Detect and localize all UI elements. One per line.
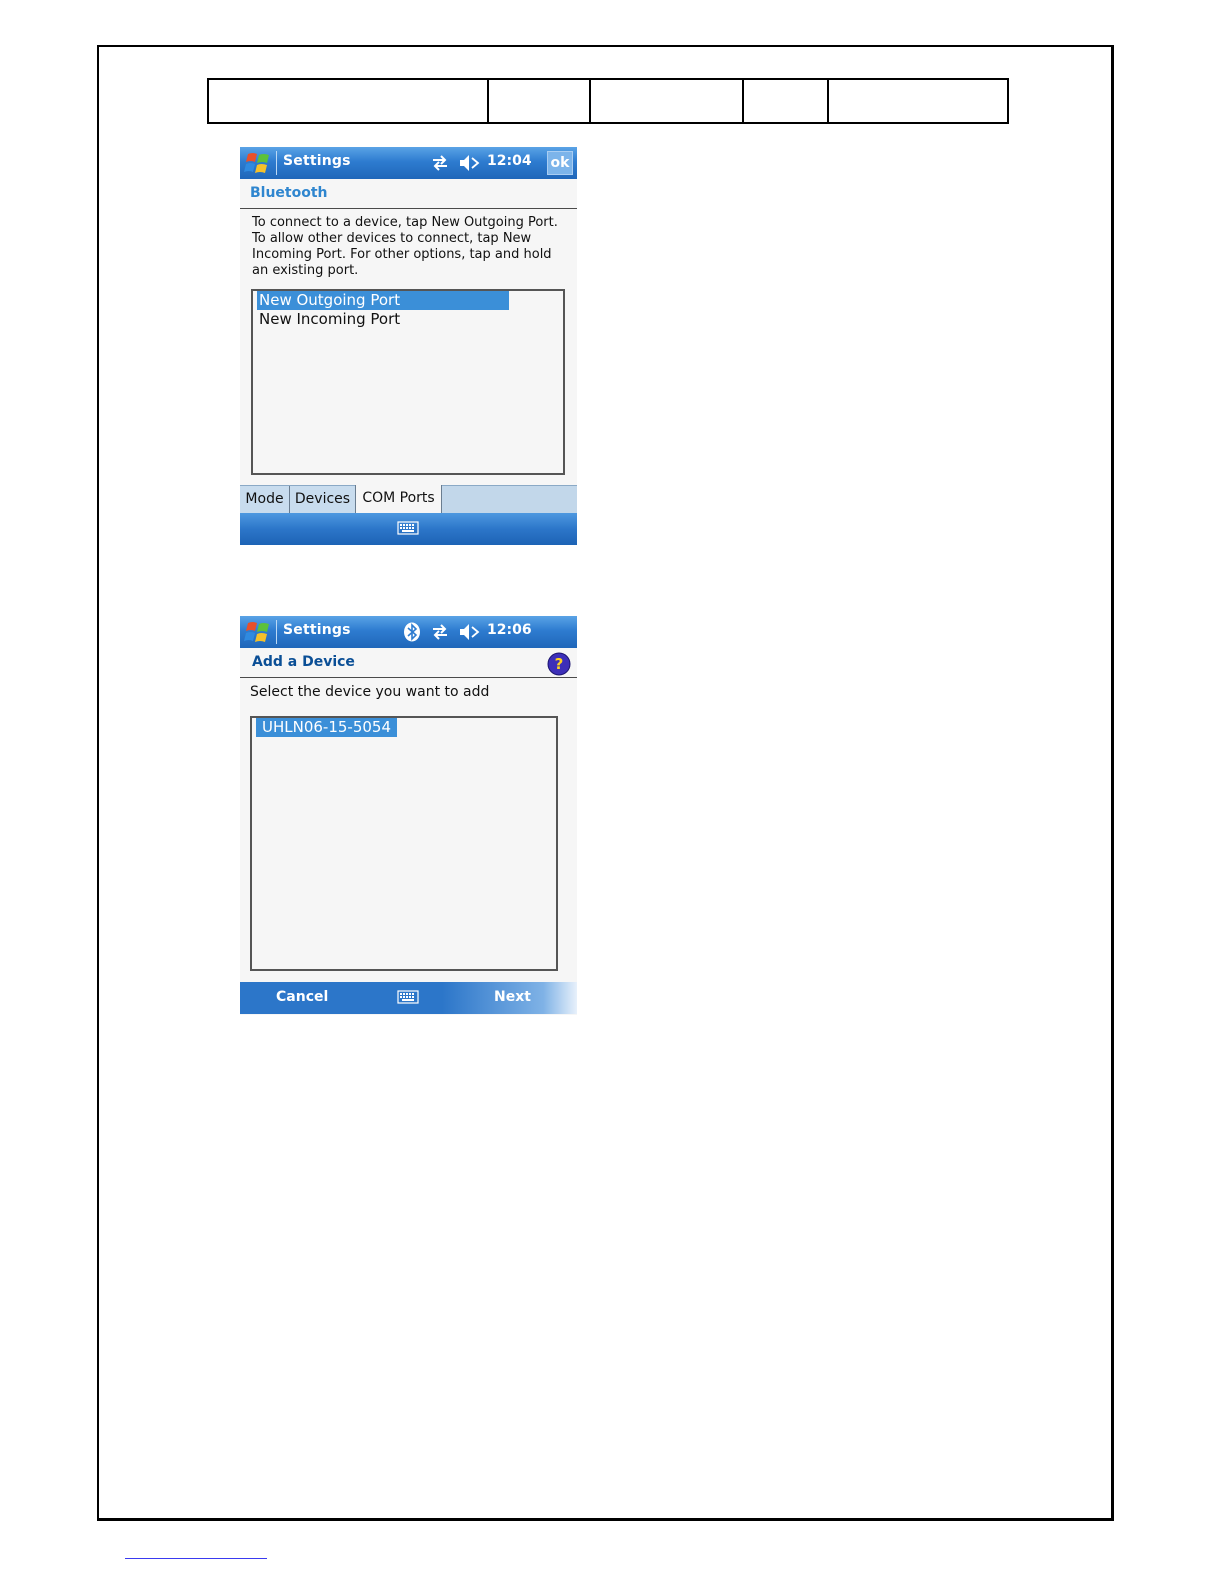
tab-strip: [240, 485, 577, 514]
header-cell: [590, 79, 743, 123]
windows-start-icon[interactable]: [244, 150, 272, 176]
section-title: Bluetooth: [250, 185, 328, 201]
title-separator: [276, 151, 277, 175]
bluetooth-icon[interactable]: [401, 622, 423, 642]
speaker-muted-icon[interactable]: [458, 622, 480, 642]
next-button[interactable]: Next: [494, 989, 531, 1005]
instructions-text: Select the device you want to add: [250, 684, 490, 700]
connectivity-icon[interactable]: [429, 153, 451, 173]
cancel-button[interactable]: Cancel: [276, 989, 329, 1005]
title-bar: [240, 616, 577, 648]
tab-devices[interactable]: Devices: [290, 486, 356, 513]
tab-com-ports[interactable]: COM Ports: [355, 485, 442, 514]
menu-bar: [240, 982, 577, 1014]
header-cell: [208, 79, 488, 123]
title-bar: [240, 147, 577, 179]
port-list[interactable]: [251, 289, 565, 475]
menu-bar: [240, 513, 577, 545]
keyboard-icon[interactable]: [397, 989, 419, 1005]
ok-button[interactable]: ok: [547, 151, 573, 175]
section-title: Add a Device: [252, 654, 355, 670]
header-table: [207, 78, 1009, 124]
header-cell: [743, 79, 828, 123]
instructions-text: To connect to a device, tap New Outgoing Port. To allow other devices to connect, tap New Incoming Port. For other options, tap and hold an existing port.: [252, 215, 558, 278]
keyboard-icon[interactable]: [397, 520, 419, 536]
connectivity-icon[interactable]: [429, 622, 451, 642]
app-title: Settings: [283, 153, 351, 169]
footer-rule: [125, 1558, 267, 1559]
app-title: Settings: [283, 622, 351, 638]
section-divider: [240, 677, 577, 678]
clock[interactable]: 12:04: [487, 153, 532, 169]
list-item-device[interactable]: UHLN06-15-5054: [256, 718, 397, 737]
speaker-muted-icon[interactable]: [458, 153, 480, 173]
list-item-new-incoming-port[interactable]: New Incoming Port: [259, 310, 401, 328]
bluetooth-com-ports-screen: [240, 147, 577, 545]
title-separator: [276, 620, 277, 644]
header-cell: [488, 79, 590, 123]
tab-mode[interactable]: Mode: [240, 486, 290, 513]
clock[interactable]: 12:06: [487, 622, 532, 638]
device-list[interactable]: [250, 716, 558, 971]
help-icon[interactable]: [547, 652, 571, 676]
windows-start-icon[interactable]: [244, 619, 272, 645]
add-device-screen: [240, 616, 577, 1015]
svg-text:?: ?: [554, 655, 564, 673]
section-divider: [240, 208, 577, 209]
header-cell: [828, 79, 1008, 123]
list-item-new-outgoing-port[interactable]: New Outgoing Port: [257, 291, 509, 310]
